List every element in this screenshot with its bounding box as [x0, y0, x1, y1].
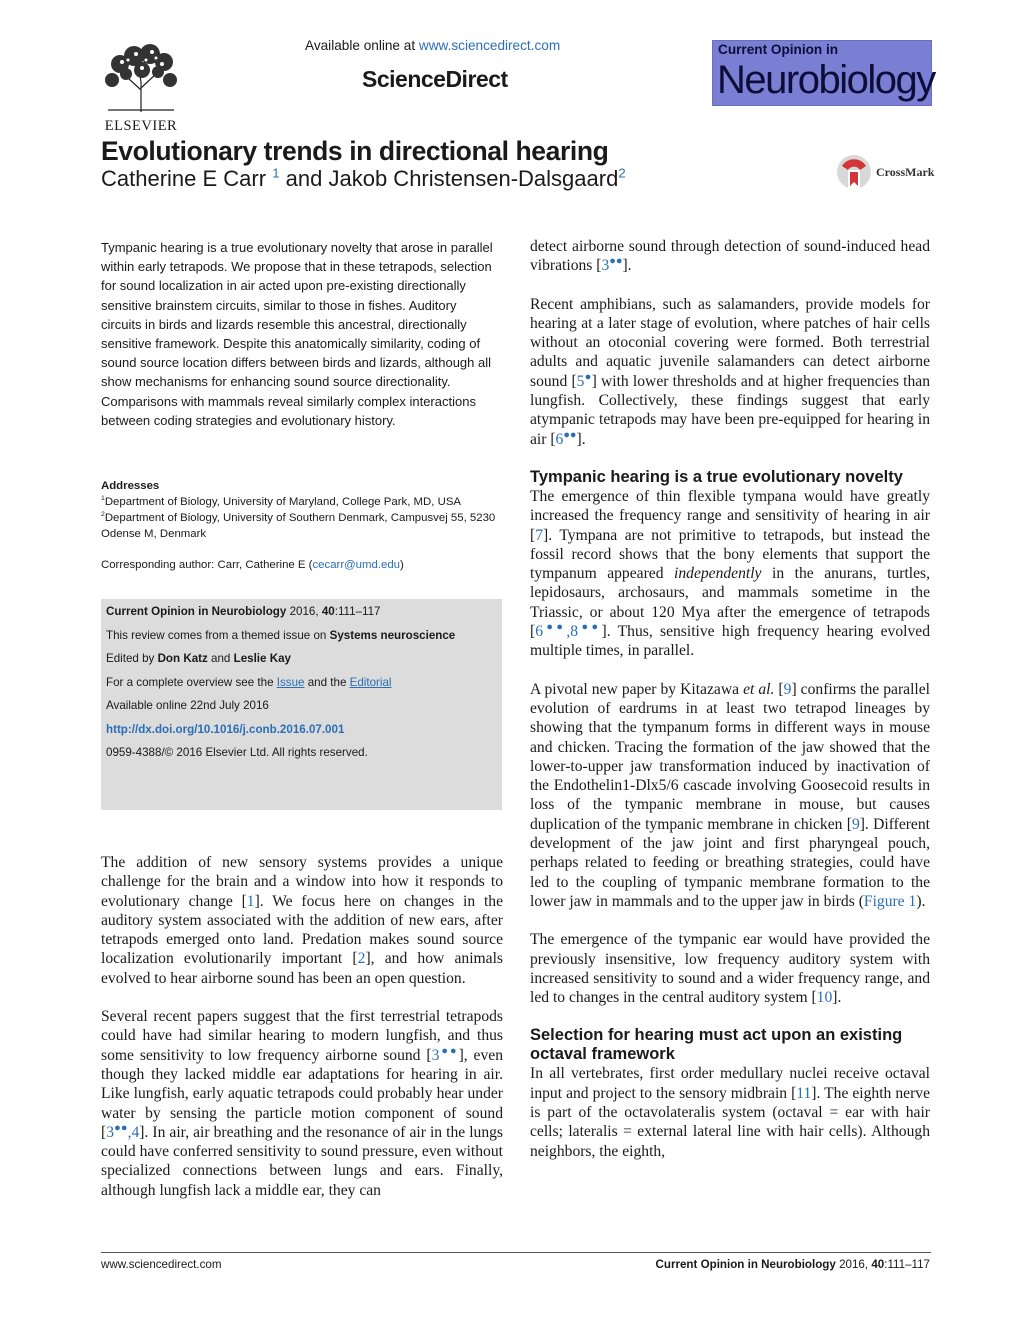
right-paragraph-4 [530, 930, 930, 1007]
lp1-c: ], and how animals evolved to hear airborne sound has been an open question. [101, 950, 503, 987]
footer-volume: 40 [871, 1258, 885, 1271]
figure-link[interactable]: Figure 1 [863, 892, 917, 910]
info-themed-topic: Systems neuroscience [329, 628, 456, 642]
info-pages: :111–117 [334, 605, 381, 618]
citation-link[interactable]: ,4 [127, 1123, 140, 1141]
rp4-b: ]. [832, 989, 842, 1007]
author-2-affiliation: 2 [618, 165, 626, 181]
abstract: Tympanic hearing is a true evolutionary novelty that arose in parallel within early tetrapods. We propose that in these tetrapods, selection for sound localization in air acted upon pre-existing directionally sensitive brainstem circuits, similar to those in fishes. Auditory circuits in birds and lizards resemble this ancestral, directionally sensitive framework. Despite this anatomically similarity, coding of sound source location differs between birds and lizards, although all show mechanisms for enhancing sound source directionality. Comparisons with mammals reveal similarly complex interactions between coding strategies and evolutionary history. [101, 240, 493, 428]
crossmark-label: CrossMark [876, 165, 935, 179]
citation-link[interactable]: 11 [796, 1084, 812, 1102]
info-available: Available online 22nd July 2016 [106, 699, 269, 712]
article-authors [101, 166, 626, 192]
available-prefix: Available online at [305, 38, 419, 53]
citation-link[interactable]: 6 [555, 430, 564, 448]
right-paragraph-5 [530, 1064, 930, 1160]
rp1-a: Recent amphibians, such as salamanders, provide models for hearing at a later stage of evolution, where patches of hair cells without an otoconial covering were formed. Both terrestrial adults and aquatic juvenile salamanders can detect airborne sound [ [530, 295, 930, 390]
rp4-a: The emergence of the tympanic ear would have provided the previously insensitive, low frequency auditory system with increased sensitivity to sound and a wider frequency range, and led to changes in the central auditory system [ [530, 931, 930, 1007]
citation-link[interactable]: 7 [535, 526, 543, 544]
rp3-em: et al. [743, 680, 775, 698]
rp0-b: ]. [622, 257, 632, 275]
rp2-b: ]. Tympana are not primitive to tetrapods, but instead the fossil record shows that the bony elements that support the tympanum appeared [530, 526, 930, 583]
rp2-c: in the anurans, turtles, lepidosaurs, archosaurs, and mammals sometime in the Triassic, or about 120 Mya after the emergence of tetrapods [ [530, 565, 931, 641]
citation-link[interactable]: 1 [246, 892, 255, 910]
lp2-c: ]. In air, air breathing and the resonance of air in the lungs could have conferred sensitivity to sound pressure, even without specialized connections between lungs and ears. Finally, although lungfish lack a middle ear, they can [101, 1123, 503, 1199]
left-paragraph-2 [101, 1007, 503, 1200]
corr-suffix: ) [400, 559, 404, 571]
highlight-dots-icon: ●● [543, 620, 567, 633]
crossmark-icon [836, 152, 876, 194]
citation-link[interactable]: 5 [576, 372, 585, 390]
citation-link[interactable]: 2 [357, 950, 366, 968]
rp0-a: detect airborne sound through detection of sound-induced head vibrations [ [530, 238, 930, 275]
citation-link[interactable]: ,8 [566, 623, 579, 641]
lp1-b: ]. We focus here on changes in the auditory system associated with the addition of new ears, after tetrapods emerged onto land. Predation makes sound source localization evolutionarily important [ [101, 892, 504, 968]
info-journal: Current Opinion in Neurobiology [106, 605, 287, 618]
citation-link[interactable]: 3 [431, 1046, 440, 1064]
editorial-link[interactable]: Editorial [349, 675, 392, 689]
lp1-a: The addition of new sensory systems provides a unique challenge for the brain and a window into how it responds to evolutionary change [ [101, 854, 503, 910]
address-2-text: Department of Biology, University of Southern Denmark, Campusvej 55, 5230 Odense M, Denmark [101, 512, 496, 540]
left-body-column [101, 853, 503, 1200]
publisher-name: ELSEVIER [104, 118, 178, 134]
article-title: Evolutionary trends in directional hearing [101, 136, 609, 166]
rp2-d: ]. Thus, sensitive high frequency hearing evolved multiple times, in parallel. [530, 623, 930, 660]
doi-link[interactable] [106, 718, 497, 742]
info-volume: 40 [321, 605, 335, 618]
footer-journal: Current Opinion in Neurobiology [655, 1258, 836, 1271]
highlight-dots-icon: ●● [563, 428, 577, 441]
address-2 [101, 510, 503, 542]
author-1-affiliation: 1 [272, 165, 280, 181]
author-1: Catherine E Carr [101, 166, 267, 191]
journal-logo-bottom: Neurobiology [717, 58, 935, 102]
right-paragraph-2 [530, 487, 930, 661]
highlight-dots-icon: ●● [114, 1121, 128, 1134]
info-overview-prefix: For a complete overview see the [106, 675, 277, 689]
journal-logo-box [712, 40, 935, 106]
corr-email-link[interactable]: cecarr@umd.edu [312, 559, 401, 571]
lp2-b: ], even though they lacked middle ear adaptations for hearing in air. Like lungfish, early aquatic tetrapods could probably hear under water by sensing the particle motion component of sound [ [101, 1046, 503, 1141]
rp2-a: The emergence of thin flexible tympana would have greatly increased the frequency range and sensitivity of hearing in air [ [530, 487, 930, 544]
rp3-a: A pivotal new paper by Kitazawa [530, 680, 744, 698]
address-1-text: Department of Biology, University of Maryland, College Park, MD, USA [104, 496, 462, 508]
highlight-dots-icon: ●● [578, 620, 602, 633]
elsevier-logo [98, 42, 184, 134]
crossmark-badge[interactable] [836, 152, 936, 194]
addresses-section [101, 478, 503, 573]
rp3-d: ]. Different development of the jaw joint and first pharyngeal pouch, perhaps related to feeding or breathing strategies, could have led to the coupling of tympanic membrane formation to the lower jaw in mammals and to the upper jaw in birds ( [530, 815, 930, 910]
right-paragraph-3 [530, 680, 930, 912]
rp3-c: ] confirms the parallel evolution of eardrums in at least two tetrapod lineages by showing that the tympanum forms in different ways in mouse and chicken. Tracing the formation of the jaw showed that the lower-to-upper jaw transformation induced by inactivation of the Endothelin1-Dlx5/6 cascade involving Goosecoid results in loss of the tympanic membrane in mouse, but causes duplication of the tympanic membrane in chicken [ [530, 680, 930, 833]
citation-link[interactable]: 9 [783, 680, 792, 698]
citation-link[interactable]: 6 [535, 623, 543, 641]
section-heading-tympanic: Tympanic hearing is a true evolutionary novelty [530, 467, 903, 486]
platform-name: ScienceDirect [362, 66, 508, 92]
info-copyright: 0959-4388/© 2016 Elsevier Ltd. All rights reserved. [106, 746, 368, 759]
rp3-e: ). [916, 892, 926, 910]
citation-link[interactable]: 9 [851, 815, 860, 833]
info-editor-1: Don Katz [157, 652, 208, 665]
corresponding-author [101, 557, 503, 573]
footer-pages: :111–117 [884, 1258, 930, 1271]
lp2-a: Several recent papers suggest that the first terrestrial tetrapods could have had similar hearing to modern lungfish, and thus some sensitivity to low frequency airborne sound [ [101, 1008, 503, 1064]
author-2: Jakob Christensen-Dalsgaard [328, 166, 619, 191]
highlight-dots-icon: ●● [609, 255, 623, 268]
section-heading-octaval: Selection for hearing must act upon an existing octaval framework [530, 1026, 903, 1064]
citation-link[interactable]: 3 [106, 1123, 114, 1141]
rp2-em: independently [674, 565, 762, 583]
footer-citation [656, 1258, 931, 1271]
left-paragraph-1 [101, 853, 503, 988]
info-edited-prefix: Edited by [106, 652, 158, 665]
authors-and: and [279, 166, 329, 191]
address-2-number: 2 [101, 511, 105, 519]
issue-link[interactable]: Issue [276, 675, 305, 689]
info-editor-2: Leslie Kay [233, 652, 291, 665]
citation-link[interactable]: 3 [601, 257, 610, 275]
elsevier-tree-icon [98, 42, 184, 114]
available-online [305, 38, 560, 53]
footer-year: 2016, [835, 1258, 872, 1271]
doi-anchor[interactable]: http://dx.doi.org/10.1016/j.conb.2016.07.001 [106, 722, 345, 736]
info-overview-and: and the [304, 675, 350, 689]
highlight-dot-icon: ● [584, 370, 592, 383]
article-info-box [101, 599, 502, 810]
right-body-column [530, 237, 930, 1161]
right-paragraph-0 [530, 237, 930, 276]
footer-rule [101, 1252, 931, 1253]
info-year: 2016, [286, 605, 322, 618]
highlight-dots-icon: ●● [439, 1044, 459, 1057]
right-paragraph-1 [530, 295, 930, 449]
info-themed-prefix: This review comes from a themed issue on [106, 628, 330, 642]
rp5-a: In all vertebrates, first order medullary nuclei receive octaval input and project to the sensory midbrain [ [530, 1065, 930, 1102]
journal-logo-top: Current Opinion in [718, 42, 839, 57]
rp1-c: ]. [576, 430, 586, 448]
address-1 [101, 494, 503, 510]
rp3-b: [ [774, 680, 784, 698]
info-edited-and: and [207, 652, 234, 665]
rp5-b: ]. The eighth nerve is part of the octavolateralis system (octaval = ear with hair cells; lateralis = external lateral line with hair cells). Although neighbors, the eighth, [530, 1084, 930, 1160]
addresses-label: Addresses [101, 480, 160, 492]
info-overview [106, 671, 497, 695]
sciencedirect-url-link[interactable]: www.sciencedirect.com [418, 38, 561, 53]
info-editors [106, 647, 497, 671]
rp1-b: ] with lower thresholds and at higher frequencies than lungfish. Collectively, these findings suggest that early atympanic tetrapods may have been pre-equipped for hearing in air [ [530, 372, 930, 448]
info-citation [106, 600, 497, 624]
footer-url[interactable]: www.sciencedirect.com [101, 1258, 222, 1271]
citation-link[interactable]: 10 [816, 989, 833, 1007]
address-1-number: 1 [101, 495, 105, 503]
info-themed-issue [106, 624, 497, 648]
corr-prefix: Corresponding author: Carr, Catherine E ( [101, 559, 313, 571]
